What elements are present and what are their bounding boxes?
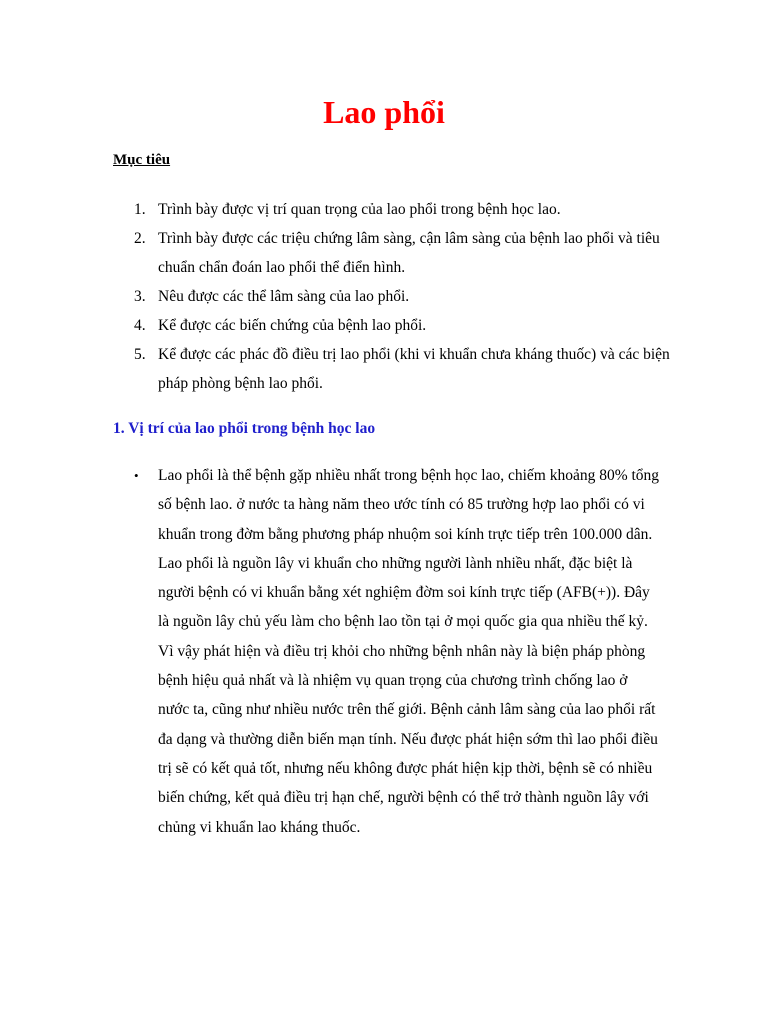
objective-text: Trình bày được các triệu chứng lâm sàng, cận lâm sàng của bệnh lao phổi và tiêu chuẩn chẩn đoán lao phổi thể điển hình.	[158, 230, 660, 276]
bullet-item	[113, 461, 661, 842]
objective-text: Kể được các biến chứng của bệnh lao phổi.	[158, 317, 427, 334]
objective-item	[113, 340, 673, 398]
section-heading: 1. Vị trí của lao phổi trong bệnh học lao	[113, 420, 376, 437]
objective-text: Trình bày được vị trí quan trọng của lao phổi trong bệnh học lao.	[158, 201, 561, 218]
objective-item	[113, 311, 673, 340]
section-bullet-list	[113, 461, 661, 842]
objective-item	[113, 195, 673, 224]
objective-number: 4.	[134, 317, 146, 334]
document-title: Lao phổi	[323, 94, 445, 130]
objective-text: Kể được các phác đồ điều trị lao phổi (khi vi khuẩn chưa kháng thuốc) và các biện pháp phòng bệnh lao phổi.	[158, 346, 670, 392]
objective-item	[113, 224, 673, 282]
objective-number: 1.	[134, 201, 146, 218]
objective-number: 5.	[134, 346, 146, 363]
objective-text: Nêu được các thể lâm sàng của lao phổi.	[158, 288, 410, 305]
objectives-list	[113, 195, 673, 398]
objective-number: 3.	[134, 288, 146, 305]
bullet-icon: •	[134, 468, 139, 483]
objective-item	[113, 282, 673, 311]
objectives-heading: Mục tiêu	[113, 152, 171, 168]
objective-number: 2.	[134, 230, 146, 247]
bullet-paragraph: Lao phổi là thể bệnh gặp nhiều nhất trong bệnh học lao, chiếm khoảng 80% tổng số bệnh lao. ở nước ta hàng năm theo ước tính có 85 trường hợp lao phổi có vi khuẩn trong đờm bằng phương pháp nhuộm soi kính trực tiếp trên 100.000 dân. Lao phổi là nguồn lây vi khuẩn cho những người lành nhiều nhất, đặc biệt là người bệnh có vi khuẩn bằng xét nghiệm đờm soi kính trực tiếp (AFB(+)). Đây là nguồn lây chủ yếu làm cho bệnh lao tồn tại ở mọi quốc gia qua nhiều thế kỷ. Vì vậy phát hiện và điều trị khỏi cho những bệnh nhân này là biện pháp phòng bệnh hiệu quả nhất và là nhiệm vụ quan trọng của chương trình chống lao ở nước ta, cũng như nhiều nước trên thế giới. Bệnh cảnh lâm sàng của lao phổi rất đa dạng và thường diễn biến mạn tính. Nếu được phát hiện sớm thì lao phổi điều trị sẽ có kết quả tốt, nhưng nếu không được phát hiện kịp thời, bệnh sẽ có nhiều biến chứng, kết quả điều trị hạn chế, người bệnh có thể trở thành nguồn lây với chủng vi khuẩn lao kháng thuốc.	[158, 467, 660, 836]
